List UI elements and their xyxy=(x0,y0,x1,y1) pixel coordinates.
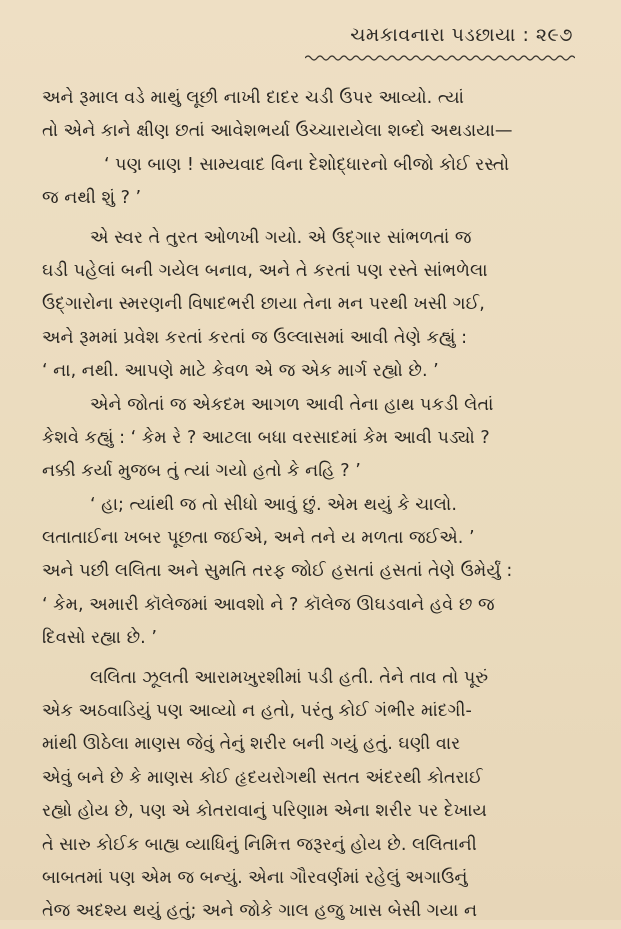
text-line: એવું બને છે કે માણસ કોઈ હૃદયરોગથી સતત અંદરથી કોતરાઈ xyxy=(42,767,483,788)
text-line: અને રૂમમાં પ્રવેશ કરતાં કરતાં જ ઉલ્લાસમાં આવી તેણે કહ્યું : xyxy=(42,327,468,348)
running-header: ચમકાવનારા પડછાયા : ૨૯૭ xyxy=(350,24,573,46)
text-line: લતાતાઈના ખબર પૂછતા જઈએ, અને તને ય મળતા જઈએ. ’ xyxy=(42,528,475,549)
text-line: લલિતા ઝૂલતી આરામખુરશીમાં પડી હતી. તેને તાવ તો પૂરું xyxy=(90,667,489,688)
text-line: તેજ અદશ્ય થયું હતું; અને જોકે ગાલ હજુ ખાસ બેસી ગયા ન xyxy=(42,901,478,922)
text-line: ‘ હા; ત્યાંથી જ તો સીધો આવું છું. એમ થયું કે ચાલો. xyxy=(90,494,457,515)
text-line: અને રૂમાલ વડે માથું લૂછી નાખી દાદર ચડી ઉપર આવ્યો. ત્યાં xyxy=(42,88,464,108)
text-line: જ નથી શું ? ’ xyxy=(42,188,142,209)
text-line: નક્કી કર્યા મુજબ તું ત્યાં ગયો હતો કે નહિ ? ’ xyxy=(42,461,361,482)
text-line: તો એને કાને ક્ષીણ છતાં આવેશભર્યા ઉચ્ચારાયેલા શબ્દો અથડાયા— xyxy=(42,121,513,142)
text-line: કેશવે કહ્યું : ‘ કેમ રે ? આટલા બધા વરસાદમાં કેમ આવી પડ્યો ? xyxy=(42,427,490,448)
text-line: તે સારુ કોઈક બાહ્ય વ્યાધિનું નિમિત્ત જરૂરનું હોય છે. લલિતાની xyxy=(42,834,477,855)
text-line: એ સ્વર તે તુરત ઓળખી ગયો. એ ઉદ્‌ગાર સાંભળતાં જ xyxy=(90,227,472,248)
text-line: બાબતમાં પણ એમ જ બન્યું. એના ગૌરવર્ણમાં રહેલું અગાઉનું xyxy=(42,867,468,888)
text-line: ‘ પણ બાણ ! સામ્યવાદ વિના દેશોદ્ધારનો બીજો કોઈ રસ્તો xyxy=(104,154,510,175)
text-line: ઘડી પહેલાં બની ગયેલ બનાવ, અને તે કરતાં પણ રસ્તે સાંભળેલા xyxy=(42,260,488,281)
text-line: માંથી ઊઠેલા માણસ જેવું તેનું શરીર બની ગયું હતું. ઘણી વાર xyxy=(42,734,461,755)
text-line: એને જોતાં જ એકદમ આગળ આવી તેના હાથ પકડી લેતાં xyxy=(90,394,494,415)
text-line: રહ્યો હોય છે, પણ એ કોતરાવાનું પરિણામ એના શરીર પર દેખાય xyxy=(42,801,487,822)
text-line: દિવસો રહ્યા છે. ’ xyxy=(42,628,157,649)
header-wavy-rule xyxy=(305,54,575,62)
text-line: ઉદ્‌ગારોના સ્મરણની વિષાદભરી છાયા તેના મન પરથી ખસી ગઈ, xyxy=(42,294,485,315)
text-line: ‘ કેમ, અમારી કૉલેજમાં આવશો ને ? કૉલેજ ઊઘડવાને હવે છ જ xyxy=(42,594,495,615)
text-line: એક અઠવાડિયું પણ આવ્યો ન હતો, પરંતુ કોઈ ગંભીર માંદગી- xyxy=(42,701,472,722)
text-line: ‘ ના, નથી. આપણે માટે કેવળ એ જ એક માર્ગ રહ્યો છે. ’ xyxy=(42,361,439,382)
body-text xyxy=(42,82,590,929)
text-line: અને પછી લલિતા અને સુમતિ તરફ જોઈ હસતાં હસતાં તેણે ઉમેર્યું : xyxy=(42,561,513,582)
